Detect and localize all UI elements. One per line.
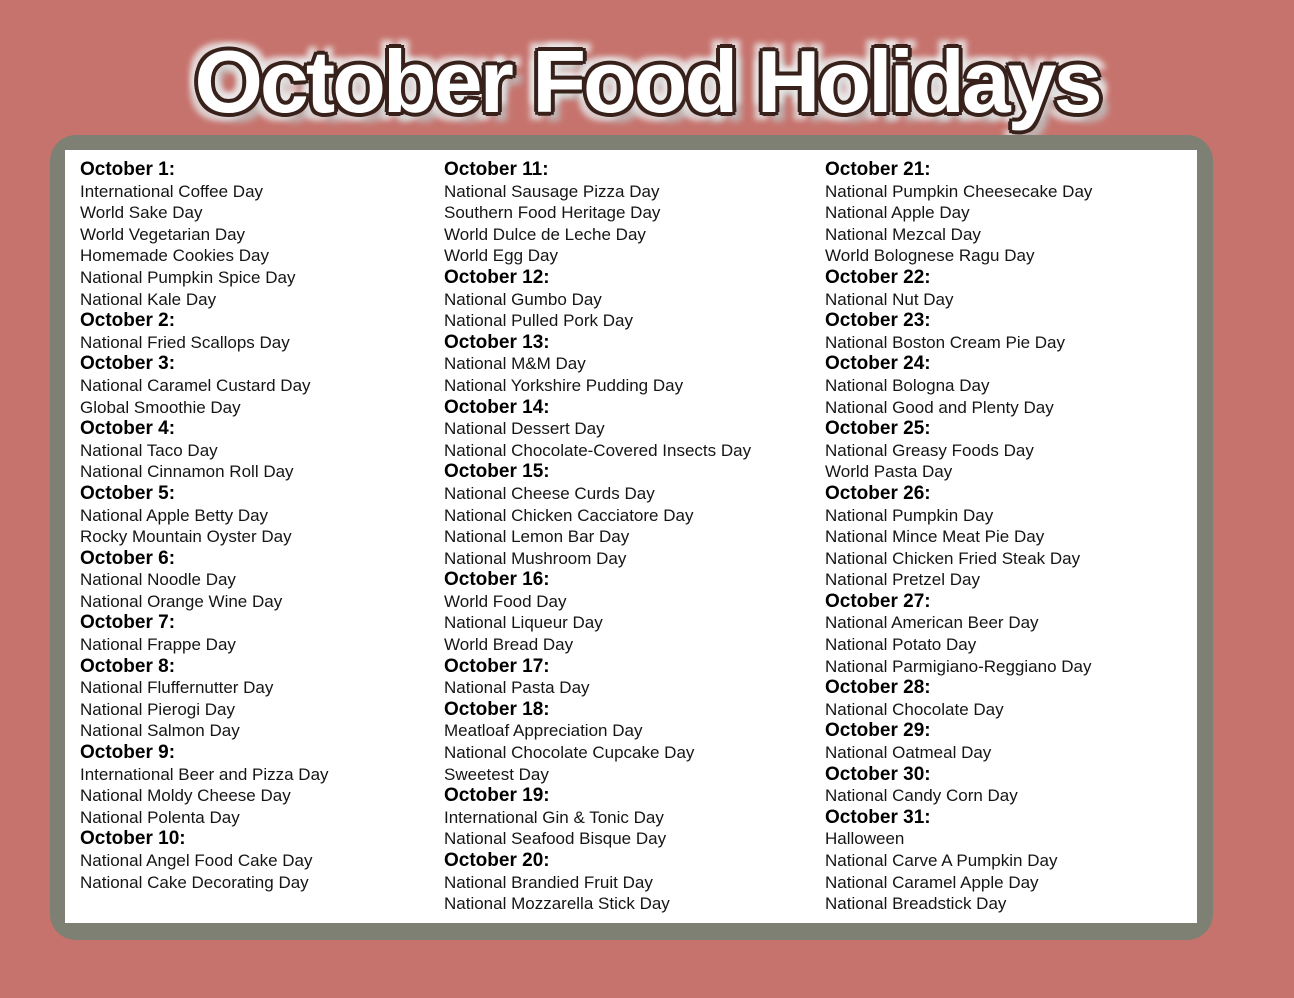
date-heading: October 20: (444, 850, 550, 871)
date-heading: October 8: (80, 655, 176, 677)
holiday-item: National Mozzarella Stick Day (444, 894, 670, 914)
holiday-item: National Yorkshire Pudding Day (444, 375, 684, 395)
date-heading: October 12: (444, 266, 550, 288)
date-heading: October 22: (825, 266, 931, 288)
holiday-item: National Pumpkin Day (825, 505, 994, 525)
holiday-item: National Mince Meat Pie Day (825, 527, 1045, 547)
holiday-item: National Kale Day (80, 289, 217, 309)
holiday-item: National Moldy Cheese Day (80, 786, 291, 806)
date-heading: October 1: (80, 159, 176, 180)
date-heading: October 13: (444, 331, 550, 353)
holiday-item: World Dulce de Leche Day (444, 224, 646, 244)
holiday-item: National Carve A Pumpkin Day (825, 851, 1058, 870)
holiday-item: National Cheese Curds Day (444, 483, 655, 503)
holiday-item: National Frappe Day (80, 635, 236, 655)
holiday-item: National Bologna Day (825, 375, 990, 395)
holiday-item: National Breadstick Day (825, 894, 1007, 914)
holiday-item: National Fried Scallops Day (80, 332, 290, 352)
holiday-item: National Polenta Day (80, 807, 240, 827)
holiday-item: International Coffee Day (80, 181, 264, 201)
holiday-item: National Pasta Day (444, 678, 590, 698)
holiday-item: National Pretzel Day (825, 570, 980, 590)
holiday-item: National Parmigiano-Reggiano Day (825, 656, 1092, 676)
holiday-item: National Dessert Day (444, 419, 605, 439)
date-heading: October 26: (825, 482, 931, 504)
date-heading: October 4: (80, 418, 176, 440)
date-heading: October 24: (825, 353, 931, 375)
holiday-item: World Pasta Day (825, 462, 953, 482)
holiday-item: National Brandied Fruit Day (444, 872, 653, 892)
holiday-list-panel (65, 150, 1197, 923)
holiday-item: World Egg Day (444, 246, 559, 266)
holiday-item: Southern Food Heritage Day (444, 203, 661, 223)
date-heading: October 2: (80, 310, 176, 332)
date-heading: October 17: (444, 655, 550, 677)
holiday-item: National Boston Cream Pie Day (825, 332, 1066, 352)
holiday-item: National Pierogi Day (80, 699, 235, 719)
date-heading: October 21: (825, 159, 931, 180)
holiday-item: National Chocolate-Covered Insects Day (444, 440, 752, 460)
holiday-item: National Seafood Bisque Day (444, 829, 667, 849)
holiday-item: National Cinnamon Roll Day (80, 462, 294, 482)
date-heading: October 15: (444, 461, 550, 483)
date-heading: October 19: (444, 785, 550, 807)
holiday-item: National Mushroom Day (444, 548, 627, 568)
date-heading: October 18: (444, 698, 550, 720)
holiday-item: National Good and Plenty Day (825, 397, 1054, 417)
holiday-item: World Bread Day (444, 635, 574, 655)
date-heading: October 11: (444, 159, 549, 180)
holiday-item: National Salmon Day (80, 721, 240, 741)
holiday-item: National Angel Food Cake Day (80, 851, 313, 870)
date-heading: October 3: (80, 353, 176, 375)
holiday-item: National Candy Corn Day (825, 786, 1018, 806)
holiday-item: National Mezcal Day (825, 224, 981, 244)
date-heading: October 29: (825, 720, 931, 742)
holiday-item: National Apple Betty Day (80, 505, 269, 525)
holiday-item: National Liqueur Day (444, 613, 603, 633)
holiday-item: National Chocolate Cupcake Day (444, 743, 695, 763)
holiday-column (444, 159, 825, 923)
holiday-item: Sweetest Day (444, 764, 549, 784)
holiday-item: National Orange Wine Day (80, 591, 283, 611)
holiday-item: National Pumpkin Cheesecake Day (825, 181, 1093, 201)
date-heading: October 23: (825, 310, 931, 332)
holiday-item: World Sake Day (80, 203, 203, 223)
date-heading: October 25: (825, 418, 931, 440)
holiday-item: International Gin & Tonic Day (444, 807, 664, 827)
holiday-item: Halloween (825, 829, 905, 849)
date-heading: October 30: (825, 763, 931, 785)
holiday-item: National Fluffernutter Day (80, 678, 274, 698)
date-heading: October 6: (80, 547, 176, 569)
date-heading: October 10: (80, 828, 186, 850)
holiday-item: National Oatmeal Day (825, 743, 992, 763)
holiday-item: Meatloaf Appreciation Day (444, 721, 643, 741)
holiday-item: World Bolognese Ragu Day (825, 246, 1035, 266)
holiday-item: National Taco Day (80, 440, 218, 460)
holiday-item: National Gumbo Day (444, 289, 602, 309)
holiday-column (80, 159, 444, 923)
holiday-item: National Cake Decorating Day (80, 872, 309, 892)
holiday-item: National Apple Day (825, 203, 970, 223)
date-heading: October 31: (825, 806, 931, 828)
holiday-item: Global Smoothie Day (80, 397, 241, 417)
date-heading: October 9: (80, 742, 176, 764)
date-heading: October 5: (80, 482, 176, 504)
date-heading: October 27: (825, 590, 931, 612)
holiday-item: National Lemon Bar Day (444, 527, 630, 547)
date-heading: October 14: (444, 396, 550, 418)
holiday-column (825, 159, 1195, 923)
holiday-item: Rocky Mountain Oyster Day (80, 527, 292, 547)
holiday-item: National Potato Day (825, 635, 977, 655)
holiday-item: National American Beer Day (825, 613, 1039, 633)
holiday-item: Homemade Cookies Day (80, 246, 269, 266)
holiday-item: National Noodle Day (80, 570, 236, 590)
holiday-item: National Chocolate Day (825, 699, 1004, 719)
holiday-item: National M&M Day (444, 354, 586, 374)
holiday-item: International Beer and Pizza Day (80, 764, 329, 784)
date-heading: October 28: (825, 677, 931, 699)
holiday-item: National Greasy Foods Day (825, 440, 1034, 460)
holiday-item: National Chicken Cacciatore Day (444, 505, 694, 525)
holiday-item: National Chicken Fried Steak Day (825, 548, 1081, 568)
holiday-item: World Vegetarian Day (80, 224, 246, 244)
holiday-item: National Sausage Pizza Day (444, 181, 660, 201)
holiday-item: National Nut Day (825, 289, 954, 309)
date-heading: October 7: (80, 612, 176, 634)
holiday-item: National Caramel Custard Day (80, 375, 311, 395)
date-heading: October 16: (444, 569, 550, 591)
holiday-item: World Food Day (444, 591, 567, 611)
holiday-item: National Caramel Apple Day (825, 872, 1039, 892)
holiday-item: National Pumpkin Spice Day (80, 267, 296, 287)
page-title: October Food Holidays (194, 32, 1100, 131)
holiday-item: National Pulled Pork Day (444, 311, 633, 331)
